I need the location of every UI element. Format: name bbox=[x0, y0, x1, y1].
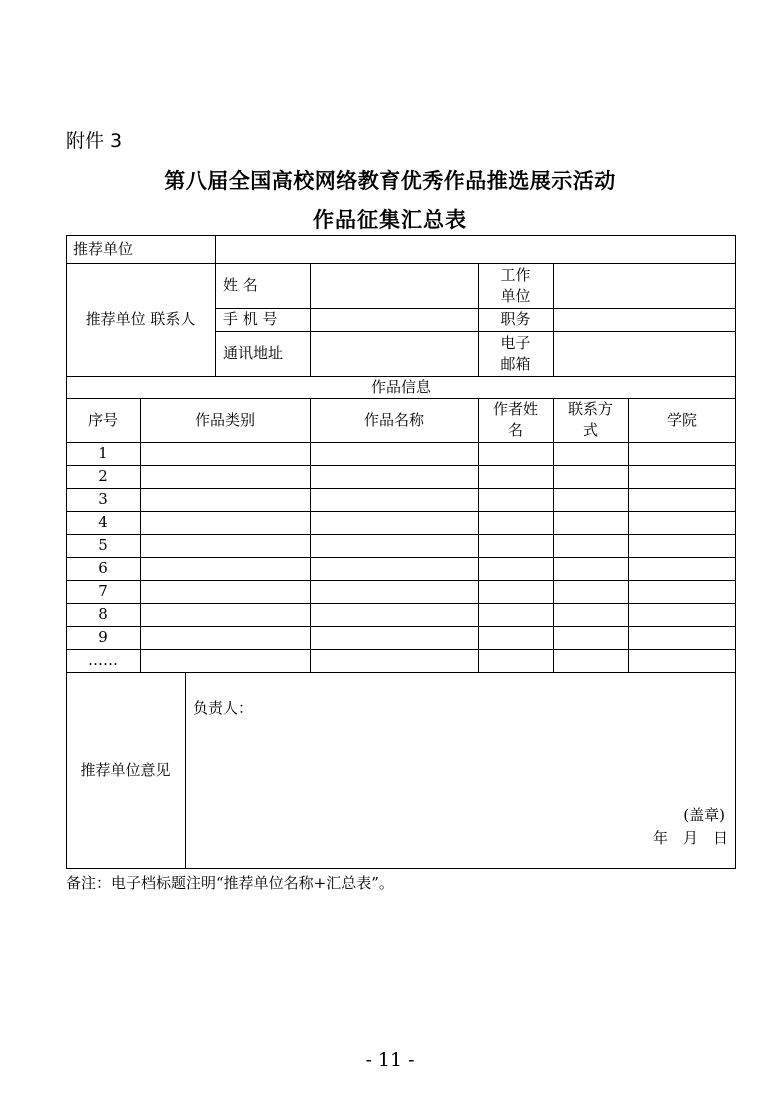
phone-field[interactable] bbox=[311, 309, 478, 331]
attachment-label: 附件 3 bbox=[66, 130, 123, 152]
table-line bbox=[66, 626, 736, 627]
row-number: 5 bbox=[98, 536, 108, 554]
row-number: 3 bbox=[98, 490, 108, 508]
table-line bbox=[66, 557, 736, 558]
phone-label: 手 机 号 bbox=[223, 310, 278, 328]
table-line bbox=[66, 649, 736, 650]
workunit-label-line2: 单位 bbox=[500, 286, 531, 305]
table-line bbox=[66, 511, 736, 512]
row-number: 4 bbox=[98, 513, 108, 531]
row-number: 9 bbox=[98, 628, 108, 646]
table-line bbox=[66, 465, 736, 466]
row-number: 7 bbox=[98, 582, 108, 600]
name-label: 姓 名 bbox=[223, 276, 258, 294]
opinion-label: 推荐单位意见 bbox=[80, 761, 171, 779]
position-label: 职务 bbox=[500, 310, 531, 328]
position-field[interactable] bbox=[554, 309, 735, 331]
email-field[interactable] bbox=[554, 332, 735, 376]
header-author bbox=[478, 398, 553, 442]
header-author-line2: 名 bbox=[507, 421, 523, 439]
workunit-field[interactable] bbox=[554, 264, 735, 308]
unit-label: 推荐单位 bbox=[73, 239, 134, 258]
date-label: 年 月 日 bbox=[652, 829, 728, 847]
row-number: 2 bbox=[98, 467, 108, 485]
header-college: 学院 bbox=[666, 410, 697, 429]
footnote: 备注：电子档标题注明“推荐单位名称+汇总表”。 bbox=[66, 874, 394, 892]
workunit-label-line1: 工作 bbox=[500, 265, 531, 284]
table-line bbox=[66, 488, 736, 489]
header-category: 作品类别 bbox=[194, 410, 255, 429]
table-line bbox=[66, 580, 736, 581]
header-contact-line1: 联系方 bbox=[567, 400, 613, 418]
row-number: …… bbox=[88, 651, 118, 669]
page-title: 第八届全国高校网络教育优秀作品推选展示活动 bbox=[164, 169, 616, 193]
contact-label: 推荐单位 联系人 bbox=[85, 310, 196, 328]
table-line bbox=[66, 534, 736, 535]
header-author-line1: 作者姓 bbox=[492, 400, 538, 418]
responsible-label: 负责人： bbox=[193, 699, 254, 717]
page-subtitle: 作品征集汇总表 bbox=[313, 208, 467, 232]
email-label-line1: 电子 bbox=[500, 333, 531, 352]
address-label: 通讯地址 bbox=[223, 344, 284, 362]
unit-field[interactable] bbox=[216, 236, 735, 263]
header-title: 作品名称 bbox=[363, 410, 424, 429]
header-index: 序号 bbox=[87, 410, 118, 429]
workunit-label bbox=[478, 263, 553, 308]
address-field[interactable] bbox=[311, 332, 478, 376]
header-contact bbox=[553, 398, 628, 442]
email-label-line2: 邮箱 bbox=[500, 354, 531, 373]
row-number: 8 bbox=[98, 605, 108, 623]
name-field[interactable] bbox=[311, 264, 478, 308]
row-number: 6 bbox=[98, 559, 108, 577]
page-number: - 11 - bbox=[365, 1049, 415, 1071]
email-label bbox=[478, 331, 553, 376]
header-contact-line2: 式 bbox=[582, 421, 598, 439]
row-number: 1 bbox=[98, 444, 108, 462]
table-line bbox=[66, 603, 736, 604]
seal-label: (盖章) bbox=[683, 806, 725, 824]
table-line bbox=[66, 442, 736, 443]
works-section-label: 作品信息 bbox=[370, 377, 431, 396]
